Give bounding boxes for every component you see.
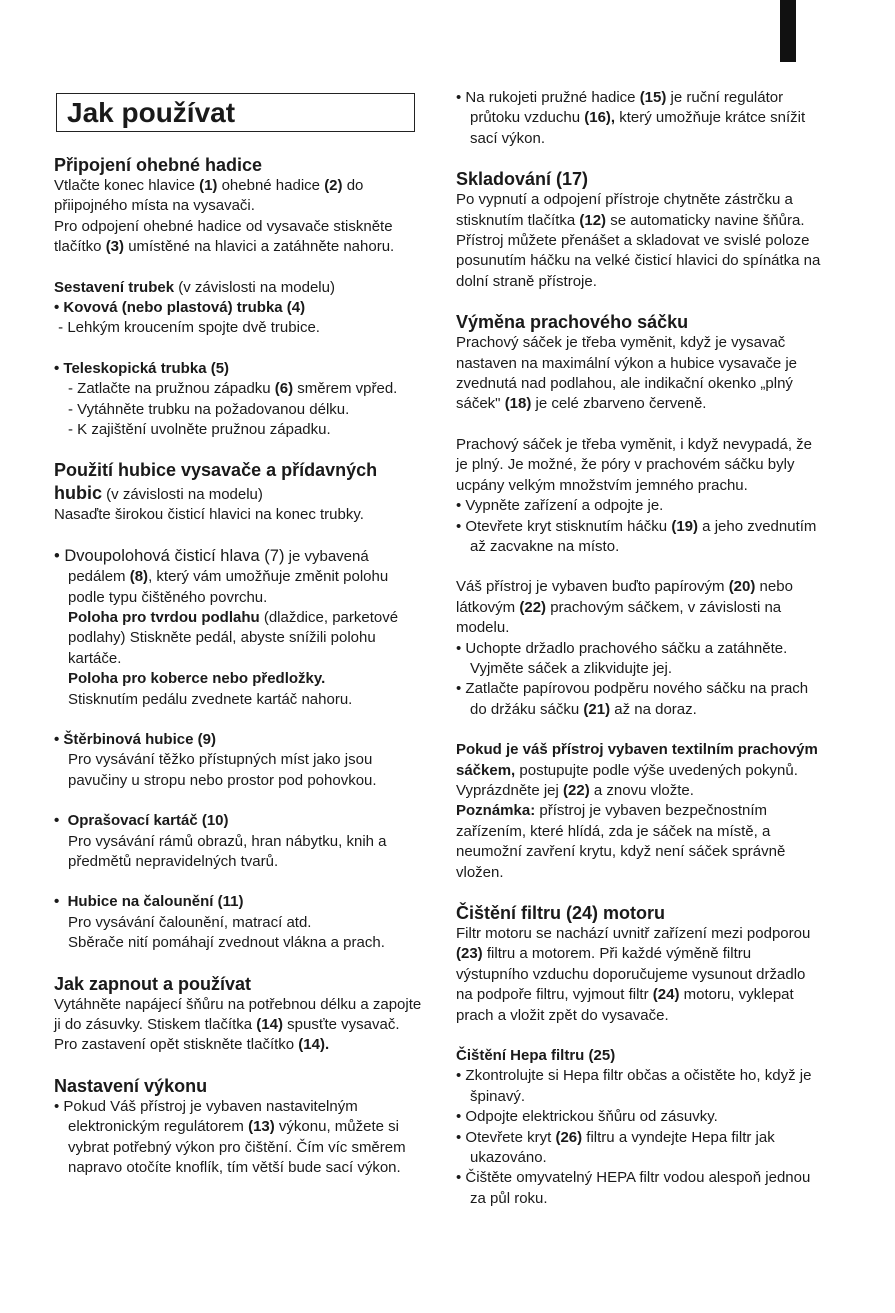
dusting-brush-text: Pro vysávání rámů obrazů, hran nábytku, knih a předmětů nepravidelných tvarů.	[68, 832, 387, 870]
paragraph-hose-connect: Vtlačte konec hlavice (1) ohebné hadice (2) do přiipojného místa na vysavači.	[54, 177, 364, 215]
line-metal-tube: - Lehkým kroucením spojte dvě trubice.	[54, 319, 320, 337]
paragraph-dust-bag-1: Prachový sáček je třeba vyměnit, když je vysavač nastaven na maximální výkon a hubice vysavače je zvednutá nad podlahou, ale indikační okenko „plný sáček" (18) je celé zbarveno červeně.	[456, 334, 798, 413]
bullet-hepa-unplug: • Odpojte elektrickou šňůru od zásuvky.	[456, 1108, 718, 1126]
line-telescopic-3: - K zajištění uvolněte pružnou západku.	[68, 421, 331, 439]
bullet-hepa-wash: • Čištěte omyvatelný HEPA filtr vodou alespoň jednou za půl roku.	[456, 1169, 811, 1207]
page-title: Jak používat	[67, 97, 236, 128]
line-telescopic-1: - Zatlačte na pružnou západku (6) směrem vpřed.	[68, 380, 398, 398]
bullet-two-position-head: • Dvoupolohová čisticí hlava (7) je vybavená pedálem (8), který vám umožňuje změnit polohu podle typu čištěného povrchu.	[54, 546, 389, 606]
bullet-remove-bag: • Uchopte držadlo prachového sáčku a zatáhněte. Vyjměte sáček a zlikvidujte jej.	[456, 639, 788, 677]
section-heading-dust-bag: Výměna prachového sáčku	[456, 312, 689, 333]
section-heading-motor-filter: Čištění filtru (24) motoru	[456, 903, 666, 923]
paragraph-switch-on: Vytáhněte napájecí šňůru na potřebnou délku a zapojte ji do zásuvky. Stiskem tlačítka (14) spusťte vysavač. Pro zastavení opět stiskněte tlačítko (14).	[54, 995, 422, 1054]
bullet-metal-tube: • Kovová (nebo plastová) trubka (4)	[54, 299, 306, 317]
title-box	[56, 93, 415, 132]
bullet-hepa-open: • Otevřete kryt (26) filtru a vyndejte Hepa filtr jak ukazováno.	[456, 1128, 775, 1167]
bullet-switch-off: • Vypněte zařízení a odpojte je.	[456, 497, 664, 515]
upholstery-text-2: Sběrače nití pomáhají zvednout vlákna a prach.	[68, 934, 385, 952]
section-heading-nozzles: Použití hubice vysavače a přídavných hubic (v závislosti na modelu)	[54, 460, 378, 503]
paragraph-bag-type: Váš přístroj je vybaven buďto papírovým (20) nebo látkovým (22) prachovým sáčkem, v závislosti na modelu.	[456, 578, 793, 637]
section-heading-power: Nastavení výkonu	[54, 1075, 208, 1096]
bullet-crevice-nozzle: • Štěrbinová hubice (9)	[54, 730, 216, 748]
section-heading-tubes: Sestavení trubek (v závislosti na modelu)	[54, 278, 335, 296]
carpet-position-label: Poloha pro koberce nebo předložky.	[68, 670, 326, 688]
line-telescopic-2: - Vytáhněte trubku na požadovanou délku.	[68, 400, 350, 418]
paragraph-dust-bag-2: Prachový sáček je třeba vyměnit, i když nevypadá, že je plný. Je možné, že póry v prachovém sáčku byly ucpány velkým množstvím jemného prachu.	[456, 435, 813, 494]
left-column	[54, 155, 426, 1178]
right-column	[456, 88, 826, 1209]
section-heading-hepa: Čištění Hepa filtru (25)	[456, 1047, 616, 1065]
paragraph-motor-filter: Filtr motoru se nachází uvnitř zařízení mezi podporou (23) filtru a motorem. Při každé výměně filtru výstupního vzduchu doporučujeme vysunout držadlo na podpoře filtru, vyjmout filtr (24) motoru, vyklepat prach a vložit zpět do vysavače.	[456, 925, 811, 1024]
paragraph-note: Poznámka: přístroj je vybaven bezpečnostním zařízením, které hlídá, zda je sáček na místě, a neumožní zavření krytu, když není sáček správně vložen.	[456, 802, 786, 881]
carpet-position-text: Stisknutím pedálu zvednete kartáč nahoru.	[68, 690, 353, 708]
bullet-upholstery-nozzle: • Hubice na čalounění (11)	[54, 893, 244, 911]
page-edge-tab-marker	[780, 0, 796, 62]
bullet-open-cover: • Otevřete kryt stisknutím háčku (19) a jeho zvednutím až zacvakne na místo.	[456, 517, 817, 555]
bullet-airflow-regulator: • Na rukojeti pružné hadice (15) je ruční regulátor průtoku vzduchu (16), který umožňuje krátce snížit sací výkon.	[456, 89, 806, 147]
paragraph-nozzles: Nasaďte širokou čisticí hlavici na konec trubky.	[54, 506, 364, 524]
paragraph-textile-bag: Pokud je váš přístroj vybaven textilním prachovým sáčkem, postupujte podle výše uvedených pokynů. Vyprázdněte jej (22) a znovu vložte.	[456, 741, 818, 799]
bullet-hepa-check: • Zkontrolujte si Hepa filtr občas a očistěte ho, když je špinavý.	[456, 1067, 812, 1105]
section-heading-storage: Skladování (17)	[456, 169, 589, 190]
bullet-dusting-brush: • Oprašovací kartáč (10)	[54, 812, 229, 830]
crevice-nozzle-text: Pro vysávání těžko přístupných míst jako jsou pavučiny u stropu nebo prostor pod pohovkou.	[68, 751, 377, 789]
section-heading-switch-on: Jak zapnout a používat	[54, 973, 252, 994]
bullet-power-regulator: • Pokud Váš přístroj je vybaven nastavitelným elektronickým regulátorem (13) výkonu, můžete si vybrat potřebný výkon pro čištění. Čím víc směrem napravo otočíte knoflík, tím větší bude sací výkon.	[54, 1097, 406, 1177]
paragraph-hose-disconnect: Pro odpojení ohebné hadice od vysavače stiskněte tlačítko (3) umístěné na hlavici a zatáhněte nahoru.	[54, 217, 395, 256]
hard-floor-position: Poloha pro tvrdou podlahu (dlaždice, parketové podlahy) Stiskněte pedál, abyste snížili polohu kartáče.	[68, 608, 399, 667]
section-heading-hose: Připojení ohebné hadice	[54, 155, 263, 175]
bullet-insert-bag: • Zatlačte papírovou podpěru nového sáčku na prach do držáku sáčku (21) až na doraz.	[456, 680, 809, 718]
upholstery-text-1: Pro vysávání čalounění, matrací atd.	[68, 913, 312, 931]
paragraph-storage: Po vypnutí a odpojení přístroje chytněte zástrčku a stisknutím tlačítka (12) se automaticky navine šňůra. Přístroj můžete přenášet a skladovat ve svislé poloze posunutím háčku na velké čisticí hlavici do spínátka na dolní straně přístroje.	[456, 191, 821, 290]
bullet-telescopic-tube: • Teleskopická trubka (5)	[54, 359, 230, 377]
